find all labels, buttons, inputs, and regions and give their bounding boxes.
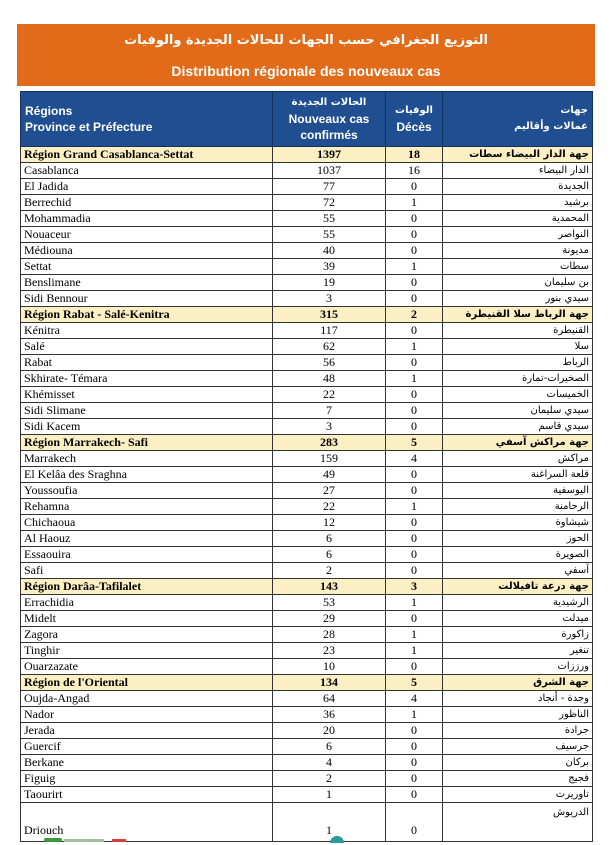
cell-name-ar: مراكش <box>443 451 593 467</box>
cell-name: Région Darâa-Tafilalet <box>21 579 273 595</box>
cell-cases: 23 <box>273 643 386 659</box>
cell-deaths: 5 <box>386 435 443 451</box>
cell-deaths: 1 <box>386 499 443 515</box>
cell-name: Sidi Kacem <box>21 419 273 435</box>
cell-deaths: 0 <box>386 563 443 579</box>
cell-cases: 19 <box>273 275 386 291</box>
cell-cases: 134 <box>273 675 386 691</box>
cell-name-ar: الدريوش <box>443 803 593 842</box>
header-regions: Régions Province et Préfecture <box>21 92 273 147</box>
cell-name: Sidi Bennour <box>21 291 273 307</box>
cell-deaths: 5 <box>386 675 443 691</box>
cell-name-ar: جهة مراكش آسفي <box>443 435 593 451</box>
cell-cases: 1 <box>273 803 386 842</box>
cell-deaths: 1 <box>386 259 443 275</box>
cell-cases: 1037 <box>273 163 386 179</box>
cell-deaths: 0 <box>386 211 443 227</box>
cell-cases: 39 <box>273 259 386 275</box>
cell-deaths: 0 <box>386 755 443 771</box>
cell-name-ar: سيدي بنور <box>443 291 593 307</box>
regional-distribution-table <box>20 91 593 842</box>
cell-name-ar: شيشاوة <box>443 515 593 531</box>
cell-name: Kénitra <box>21 323 273 339</box>
table-row <box>21 803 593 842</box>
cell-cases: 55 <box>273 211 386 227</box>
table-row <box>21 179 593 195</box>
cell-name-ar: الدار البيضاء <box>443 163 593 179</box>
table-header-row <box>21 92 593 147</box>
cell-name-ar: الصخيرات-تمارة <box>443 371 593 387</box>
cell-name-ar: الخميسات <box>443 387 593 403</box>
table-row <box>21 547 593 563</box>
cell-cases: 7 <box>273 403 386 419</box>
cell-name-ar: الحوز <box>443 531 593 547</box>
cell-cases: 2 <box>273 771 386 787</box>
cell-cases: 36 <box>273 707 386 723</box>
cell-cases: 28 <box>273 627 386 643</box>
table-row <box>21 787 593 803</box>
cell-name: Ouarzazate <box>21 659 273 675</box>
header-arabic-regions: جهات عمالات وأقاليم <box>443 92 593 147</box>
cell-name-ar: فجيج <box>443 771 593 787</box>
cell-deaths: 0 <box>386 179 443 195</box>
table-row <box>21 531 593 547</box>
cell-name: Driouch <box>21 803 273 842</box>
cell-deaths: 0 <box>386 387 443 403</box>
table-row <box>21 419 593 435</box>
cell-name-ar: تاوريرت <box>443 787 593 803</box>
cell-deaths: 0 <box>386 659 443 675</box>
cell-deaths: 1 <box>386 195 443 211</box>
cell-name: Skhirate- Témara <box>21 371 273 387</box>
region-row <box>21 147 593 163</box>
cell-name: Guercif <box>21 739 273 755</box>
cell-cases: 3 <box>273 291 386 307</box>
cell-cases: 283 <box>273 435 386 451</box>
cell-cases: 143 <box>273 579 386 595</box>
table-row <box>21 355 593 371</box>
cell-deaths: 0 <box>386 739 443 755</box>
table-row <box>21 755 593 771</box>
cell-deaths: 4 <box>386 451 443 467</box>
table-row <box>21 515 593 531</box>
cell-name-ar: الرباط <box>443 355 593 371</box>
partial-logo-red <box>112 839 126 842</box>
table-row <box>21 691 593 707</box>
table-row <box>21 323 593 339</box>
table-row <box>21 259 593 275</box>
cell-deaths: 0 <box>386 291 443 307</box>
cell-name: Marrakech <box>21 451 273 467</box>
cell-name: Région Rabat - Salé-Kenitra <box>21 307 273 323</box>
cell-name: Settat <box>21 259 273 275</box>
cell-name: Salé <box>21 339 273 355</box>
cell-name-ar: زاكورة <box>443 627 593 643</box>
cell-deaths: 0 <box>386 771 443 787</box>
cell-deaths: 0 <box>386 275 443 291</box>
cell-name: Midelt <box>21 611 273 627</box>
cell-deaths: 2 <box>386 307 443 323</box>
cell-name: Essaouira <box>21 547 273 563</box>
table-row <box>21 611 593 627</box>
cell-cases: 12 <box>273 515 386 531</box>
table-row <box>21 403 593 419</box>
cell-deaths: 1 <box>386 371 443 387</box>
cell-cases: 27 <box>273 483 386 499</box>
cell-name: Oujda-Angad <box>21 691 273 707</box>
table-row <box>21 563 593 579</box>
cell-deaths: 0 <box>386 611 443 627</box>
cell-cases: 4 <box>273 755 386 771</box>
cell-deaths: 1 <box>386 595 443 611</box>
cell-name: El Kelâa des Sraghna <box>21 467 273 483</box>
region-row <box>21 579 593 595</box>
cell-name: Khémisset <box>21 387 273 403</box>
cell-cases: 315 <box>273 307 386 323</box>
header-deaths: الوفيات Décès <box>386 92 443 147</box>
cell-deaths: 16 <box>386 163 443 179</box>
cell-deaths: 1 <box>386 643 443 659</box>
cell-name: Région Marrakech- Safi <box>21 435 273 451</box>
cell-name: Al Haouz <box>21 531 273 547</box>
cell-deaths: 18 <box>386 147 443 163</box>
cell-name: Tinghir <box>21 643 273 659</box>
cell-name: Youssoufia <box>21 483 273 499</box>
table-row <box>21 451 593 467</box>
cell-name: Rehamna <box>21 499 273 515</box>
partial-logo-center <box>330 836 344 843</box>
cell-deaths: 0 <box>386 803 443 842</box>
table-row <box>21 723 593 739</box>
cell-deaths: 1 <box>386 627 443 643</box>
cell-name: Jerada <box>21 723 273 739</box>
cell-name-ar: الجديدة <box>443 179 593 195</box>
cell-cases: 29 <box>273 611 386 627</box>
cell-cases: 3 <box>273 419 386 435</box>
cell-cases: 56 <box>273 355 386 371</box>
cell-cases: 1 <box>273 787 386 803</box>
cell-cases: 6 <box>273 739 386 755</box>
cell-name-ar: وجدة - أنجاد <box>443 691 593 707</box>
cell-cases: 62 <box>273 339 386 355</box>
cell-cases: 1397 <box>273 147 386 163</box>
table-row <box>21 467 593 483</box>
cell-name: Casablanca <box>21 163 273 179</box>
cell-cases: 20 <box>273 723 386 739</box>
cell-cases: 6 <box>273 531 386 547</box>
cell-deaths: 0 <box>386 323 443 339</box>
cell-name: Chichaoua <box>21 515 273 531</box>
cell-name-ar: الرحامنة <box>443 499 593 515</box>
cell-name-ar: جهة الرباط سلا القنيطرة <box>443 307 593 323</box>
table-row <box>21 771 593 787</box>
cell-name-ar: الرشيدية <box>443 595 593 611</box>
table-row <box>21 163 593 179</box>
cell-name-ar: ميدلت <box>443 611 593 627</box>
cell-name: Médiouna <box>21 243 273 259</box>
cell-name-ar: المحمدية <box>443 211 593 227</box>
cell-name-ar: مديونة <box>443 243 593 259</box>
cell-deaths: 0 <box>386 227 443 243</box>
cell-name-ar: بن سليمان <box>443 275 593 291</box>
region-row <box>21 675 593 691</box>
partial-logo-left-text <box>64 839 104 842</box>
cell-name: Benslimane <box>21 275 273 291</box>
header-new-cases: الحالات الجديدة Nouveaux cas confirmés <box>273 92 386 147</box>
title-banner <box>17 24 595 86</box>
cell-name: Région Grand Casablanca-Settat <box>21 147 273 163</box>
table-row <box>21 643 593 659</box>
cell-deaths: 0 <box>386 419 443 435</box>
table-row <box>21 627 593 643</box>
cell-cases: 55 <box>273 227 386 243</box>
title-french: Distribution régionale des nouveaux cas <box>171 63 441 79</box>
cell-name-ar: برشيد <box>443 195 593 211</box>
cell-name-ar: الناظور <box>443 707 593 723</box>
cell-name-ar: بركان <box>443 755 593 771</box>
cell-deaths: 0 <box>386 531 443 547</box>
cell-name: Berkane <box>21 755 273 771</box>
cell-deaths: 0 <box>386 547 443 563</box>
cell-cases: 10 <box>273 659 386 675</box>
cell-deaths: 0 <box>386 355 443 371</box>
table-row <box>21 387 593 403</box>
cell-cases: 53 <box>273 595 386 611</box>
cell-name: Errachidia <box>21 595 273 611</box>
cell-cases: 6 <box>273 547 386 563</box>
cell-name-ar: سيدي سليمان <box>443 403 593 419</box>
cell-name-ar: تنغير <box>443 643 593 659</box>
cell-name: El Jadida <box>21 179 273 195</box>
cell-name-ar: جرسيف <box>443 739 593 755</box>
cell-name: Nador <box>21 707 273 723</box>
cell-name: Région de l'Oriental <box>21 675 273 691</box>
cell-cases: 40 <box>273 243 386 259</box>
table-row <box>21 339 593 355</box>
cell-name-ar: سطات <box>443 259 593 275</box>
cell-deaths: 0 <box>386 403 443 419</box>
cell-cases: 48 <box>273 371 386 387</box>
cell-name-ar: جهة الدار البيضاء سطات <box>443 147 593 163</box>
cell-deaths: 0 <box>386 467 443 483</box>
cell-name: Safi <box>21 563 273 579</box>
cell-name: Nouaceur <box>21 227 273 243</box>
cell-name: Sidi Slimane <box>21 403 273 419</box>
cell-deaths: 0 <box>386 515 443 531</box>
cell-cases: 117 <box>273 323 386 339</box>
cell-cases: 77 <box>273 179 386 195</box>
cell-name-ar: جرادة <box>443 723 593 739</box>
cell-deaths: 0 <box>386 243 443 259</box>
table-row <box>21 211 593 227</box>
cell-name-ar: جهة الشرق <box>443 675 593 691</box>
cell-cases: 22 <box>273 387 386 403</box>
cell-name: Berrechid <box>21 195 273 211</box>
cell-name-ar: سيدي قاسم <box>443 419 593 435</box>
table-row <box>21 275 593 291</box>
cell-name: Rabat <box>21 355 273 371</box>
table-row <box>21 227 593 243</box>
cell-cases: 64 <box>273 691 386 707</box>
cell-deaths: 0 <box>386 723 443 739</box>
cell-cases: 72 <box>273 195 386 211</box>
table-row <box>21 659 593 675</box>
cell-cases: 49 <box>273 467 386 483</box>
cell-name-ar: آسفي <box>443 563 593 579</box>
table-row <box>21 371 593 387</box>
cell-cases: 2 <box>273 563 386 579</box>
region-row <box>21 307 593 323</box>
cell-name-ar: النواصر <box>443 227 593 243</box>
cell-name-ar: جهة درعة تافيلالت <box>443 579 593 595</box>
cell-deaths: 3 <box>386 579 443 595</box>
table-row <box>21 195 593 211</box>
cell-name: Figuig <box>21 771 273 787</box>
table-row <box>21 595 593 611</box>
table-row <box>21 499 593 515</box>
title-arabic: التوزيع الجغرافي حسب الجهات للحالات الجديدة والوفيات <box>124 33 488 48</box>
cell-name-ar: قلعة السراغنة <box>443 467 593 483</box>
table-row <box>21 483 593 499</box>
cell-deaths: 4 <box>386 691 443 707</box>
cell-cases: 22 <box>273 499 386 515</box>
cell-name-ar: سلا <box>443 339 593 355</box>
cell-name-ar: ورززات <box>443 659 593 675</box>
table-row <box>21 739 593 755</box>
cell-name-ar: اليوسفية <box>443 483 593 499</box>
partial-logo-left <box>44 838 62 842</box>
cell-name: Mohammadia <box>21 211 273 227</box>
table-row <box>21 291 593 307</box>
cell-name-ar: القنيطرة <box>443 323 593 339</box>
cell-name: Zagora <box>21 627 273 643</box>
cell-deaths: 0 <box>386 787 443 803</box>
cell-name: Taourirt <box>21 787 273 803</box>
table-body <box>21 147 593 842</box>
cell-deaths: 1 <box>386 707 443 723</box>
table-row <box>21 243 593 259</box>
cell-deaths: 0 <box>386 483 443 499</box>
cell-name-ar: الصويرة <box>443 547 593 563</box>
region-row <box>21 435 593 451</box>
cell-deaths: 1 <box>386 339 443 355</box>
table-row <box>21 707 593 723</box>
cell-cases: 159 <box>273 451 386 467</box>
